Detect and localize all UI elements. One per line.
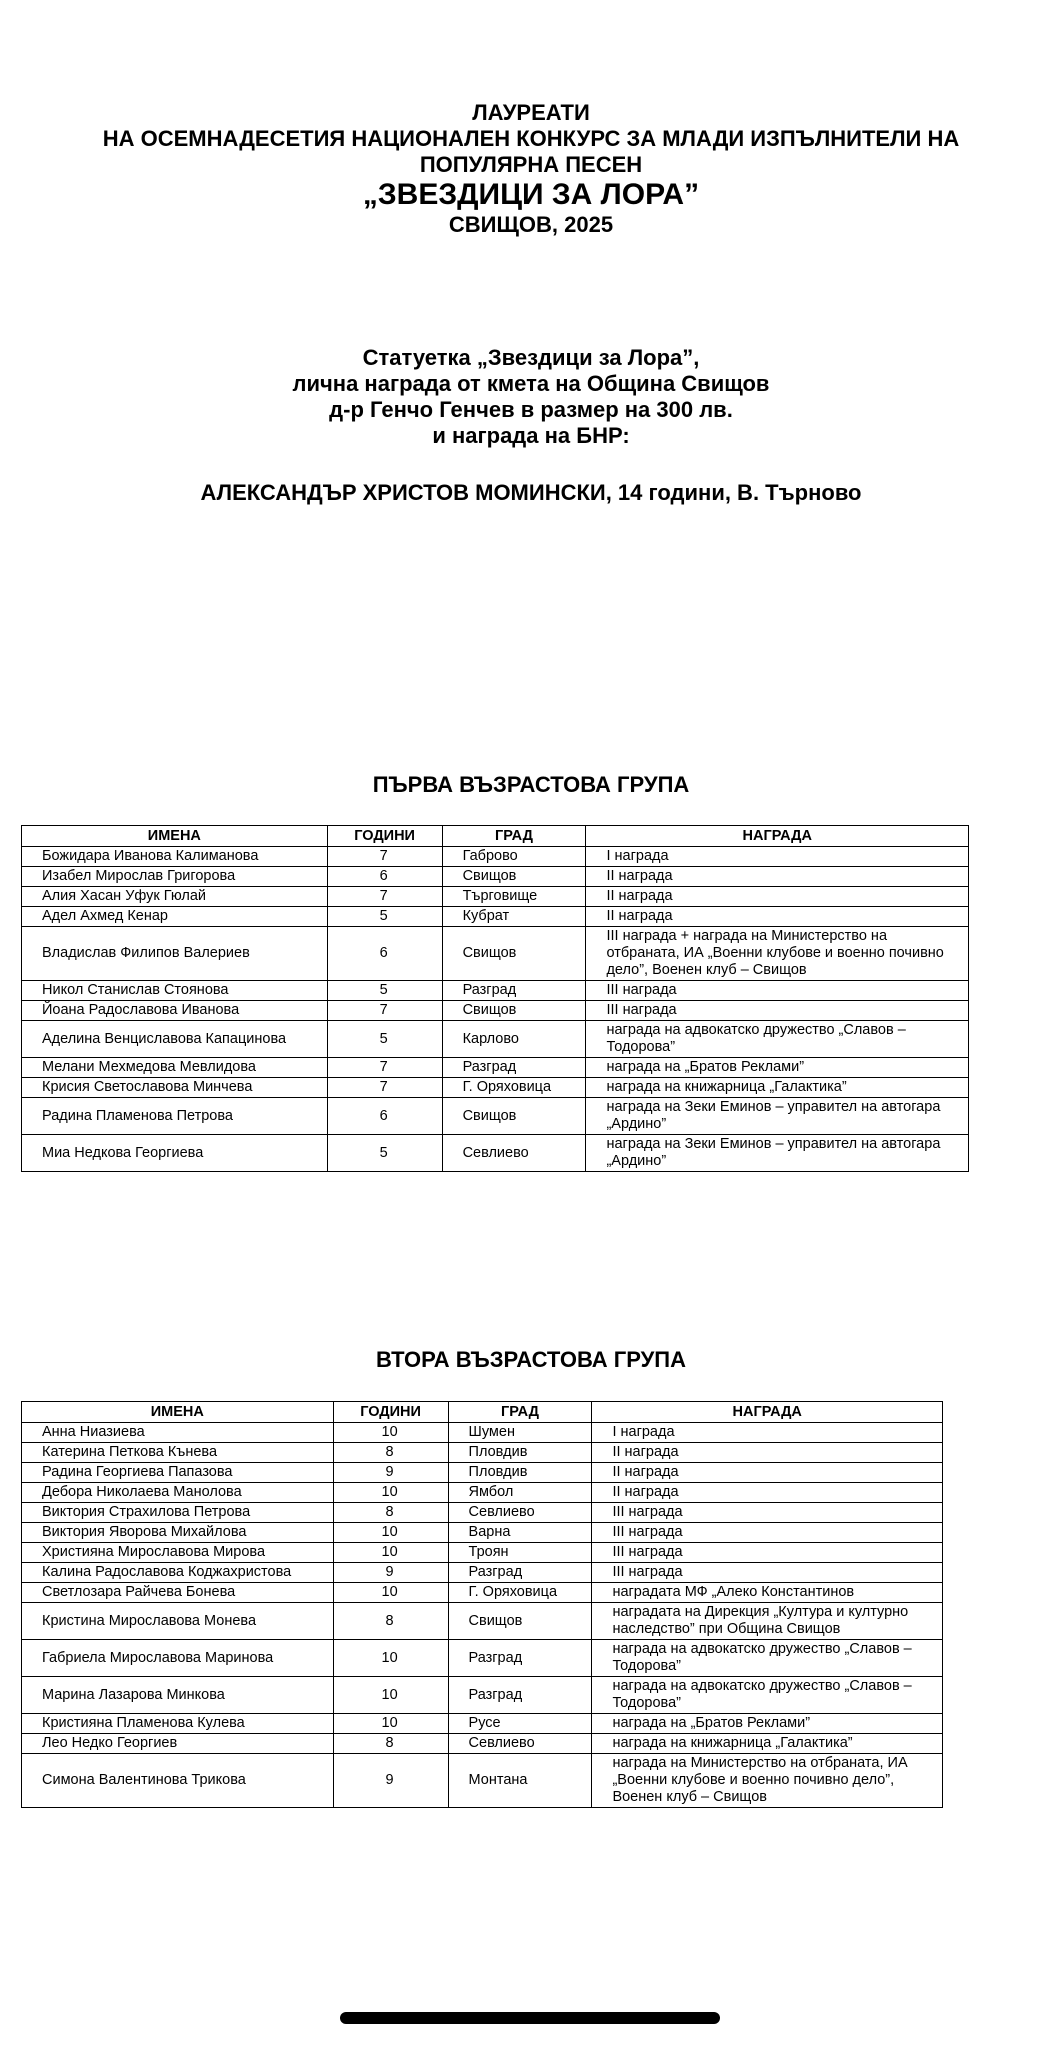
age-cell: 8: [333, 1503, 448, 1523]
award-cell: II награда: [592, 1443, 943, 1463]
name-cell: Кристияна Пламенова Кулева: [22, 1714, 334, 1734]
award-cell: наградата МФ „Алеко Константинов: [592, 1583, 943, 1603]
name-cell: Радина Георгиева Папазова: [22, 1463, 334, 1483]
city-cell: Разград: [442, 1058, 586, 1078]
table-row: [22, 1677, 943, 1714]
name-cell: Аделина Венциславова Капацинова: [22, 1021, 328, 1058]
age-cell: 7: [327, 1001, 442, 1021]
award-cell: III награда + награда на Министерство на отбраната, ИА „Военни клубове и военно почивно дело”, Военен клуб – Свищов: [586, 927, 969, 981]
col-header-award: НАГРАДА: [586, 826, 969, 847]
city-cell: Разград: [448, 1640, 592, 1677]
table-row: [22, 867, 969, 887]
col-header-city: ГРАД: [442, 826, 586, 847]
award-cell: награда на „Братов Реклами”: [586, 1058, 969, 1078]
name-cell: Йоана Радославова Иванова: [22, 1001, 328, 1021]
award-cell: II награда: [586, 867, 969, 887]
city-cell: Пловдив: [448, 1443, 592, 1463]
name-cell: Изабел Мирослав Григорова: [22, 867, 328, 887]
award-cell: награда на адвокатско дружество „Славов – Тодорова”: [592, 1640, 943, 1677]
award-cell: награда на Министерство на отбраната, ИА „Военни клубове и военно почивно дело”, Военен клуб – Свищов: [592, 1754, 943, 1808]
name-cell: Владислав Филипов Валериев: [22, 927, 328, 981]
award-line-1: Статуетка „Звездици за Лора”,: [362, 345, 700, 370]
award-cell: награда на адвокатско дружество „Славов – Тодорова”: [592, 1677, 943, 1714]
table-row: [22, 1523, 943, 1543]
name-cell: Радина Пламенова Петрова: [22, 1098, 328, 1135]
city-cell: Г. Оряховица: [448, 1583, 592, 1603]
group2-table: [21, 1401, 943, 1808]
award-cell: III награда: [592, 1503, 943, 1523]
award-cell: награда на Зеки Еминов – управител на автогара „Ардино”: [586, 1098, 969, 1135]
name-cell: Светлозара Райчева Бонева: [22, 1583, 334, 1603]
col-header-age: ГОДИНИ: [327, 826, 442, 847]
age-cell: 10: [333, 1423, 448, 1443]
award-line-4: и награда на БНР:: [432, 423, 630, 448]
age-cell: 5: [327, 907, 442, 927]
award-cell: награда на Зеки Еминов – управител на автогара „Ардино”: [586, 1135, 969, 1172]
city-cell: Троян: [448, 1543, 592, 1563]
city-cell: Кубрат: [442, 907, 586, 927]
age-cell: 6: [327, 1098, 442, 1135]
col-header-names: ИМЕНА: [22, 826, 328, 847]
age-cell: 9: [333, 1463, 448, 1483]
table-row: [22, 1543, 943, 1563]
table-row: [22, 1714, 943, 1734]
award-cell: награда на адвокатско дружество „Славов – Тодорова”: [586, 1021, 969, 1058]
age-cell: 5: [327, 1135, 442, 1172]
name-cell: Божидара Иванова Калиманова: [22, 847, 328, 867]
table-row: [22, 1583, 943, 1603]
award-cell: наградата на Дирекция „Култура и културно наследство” при Община Свищов: [592, 1603, 943, 1640]
home-indicator[interactable]: [340, 2012, 720, 2024]
age-cell: 10: [333, 1523, 448, 1543]
header-line-laureates: ЛАУРЕАТИ: [472, 100, 590, 125]
name-cell: Никол Станислав Стоянова: [22, 981, 328, 1001]
table-row: [22, 1078, 969, 1098]
age-cell: 10: [333, 1677, 448, 1714]
group1-table: [21, 825, 969, 1172]
award-cell: III награда: [592, 1523, 943, 1543]
table-row: [22, 1135, 969, 1172]
name-cell: Анна Ниазиева: [22, 1423, 334, 1443]
header-line-place-year: СВИЩОВ, 2025: [448, 212, 614, 237]
age-cell: 8: [333, 1443, 448, 1463]
age-cell: 5: [327, 981, 442, 1001]
name-cell: Катерина Петкова Кънева: [22, 1443, 334, 1463]
table-row: [22, 1503, 943, 1523]
name-cell: Мелани Мехмедова Мевлидова: [22, 1058, 328, 1078]
city-cell: Свищов: [448, 1603, 592, 1640]
age-cell: 10: [333, 1714, 448, 1734]
age-cell: 10: [333, 1483, 448, 1503]
name-cell: Адел Ахмед Кенар: [22, 907, 328, 927]
city-cell: Свищов: [442, 867, 586, 887]
city-cell: Търговище: [442, 887, 586, 907]
table-row: [22, 847, 969, 867]
document-header: [0, 100, 1062, 238]
city-cell: Г. Оряховица: [442, 1078, 586, 1098]
award-cell: награда на „Братов Реклами”: [592, 1714, 943, 1734]
group2-title: ВТОРА ВЪЗРАСТОВА ГРУПА: [376, 1347, 686, 1372]
name-cell: Дебора Николаева Манолова: [22, 1483, 334, 1503]
grand-award-winner: АЛЕКСАНДЪР ХРИСТОВ МОМИНСКИ, 14 години, В. Търново: [200, 480, 862, 505]
city-cell: Варна: [448, 1523, 592, 1543]
col-header-award: НАГРАДА: [592, 1402, 943, 1423]
col-header-age: ГОДИНИ: [333, 1402, 448, 1423]
name-cell: Калина Радославова Коджахристова: [22, 1563, 334, 1583]
table-row: [22, 1640, 943, 1677]
table-row: [22, 907, 969, 927]
age-cell: 10: [333, 1640, 448, 1677]
city-cell: Севлиево: [448, 1503, 592, 1523]
award-cell: III награда: [586, 981, 969, 1001]
table-row: [22, 1021, 969, 1058]
award-cell: II награда: [586, 907, 969, 927]
name-cell: Виктория Страхилова Петрова: [22, 1503, 334, 1523]
age-cell: 9: [333, 1754, 448, 1808]
award-cell: I награда: [586, 847, 969, 867]
age-cell: 7: [327, 847, 442, 867]
age-cell: 7: [327, 1058, 442, 1078]
header-line-title: „ЗВЕЗДИЦИ ЗА ЛОРА”: [362, 178, 700, 211]
award-cell: III награда: [592, 1563, 943, 1583]
table-header-row: [22, 826, 969, 847]
group1-title: ПЪРВА ВЪЗРАСТОВА ГРУПА: [372, 772, 690, 797]
table-row: [22, 1754, 943, 1808]
award-cell: III награда: [592, 1543, 943, 1563]
name-cell: Симона Валентинова Трикова: [22, 1754, 334, 1808]
table-row: [22, 1423, 943, 1443]
age-cell: 8: [333, 1603, 448, 1640]
city-cell: Свищов: [442, 1098, 586, 1135]
table-row: [22, 1734, 943, 1754]
table-row: [22, 1098, 969, 1135]
city-cell: Габрово: [442, 847, 586, 867]
award-cell: награда на книжарница „Галактика”: [586, 1078, 969, 1098]
city-cell: Карлово: [442, 1021, 586, 1058]
award-cell: III награда: [586, 1001, 969, 1021]
name-cell: Виктория Яворова Михайлова: [22, 1523, 334, 1543]
city-cell: Монтана: [448, 1754, 592, 1808]
award-cell: II награда: [586, 887, 969, 907]
name-cell: Лео Недко Георгиев: [22, 1734, 334, 1754]
age-cell: 6: [327, 867, 442, 887]
col-header-names: ИМЕНА: [22, 1402, 334, 1423]
city-cell: Разград: [448, 1563, 592, 1583]
table-row: [22, 887, 969, 907]
age-cell: 8: [333, 1734, 448, 1754]
city-cell: Севлиево: [448, 1734, 592, 1754]
table-header-row: [22, 1402, 943, 1423]
table-row: [22, 1483, 943, 1503]
name-cell: Християна Мирославова Мирова: [22, 1543, 334, 1563]
table-row: [22, 1563, 943, 1583]
age-cell: 9: [333, 1563, 448, 1583]
table-row: [22, 1001, 969, 1021]
table-row: [22, 1058, 969, 1078]
age-cell: 7: [327, 887, 442, 907]
award-cell: II награда: [592, 1463, 943, 1483]
city-cell: Пловдив: [448, 1463, 592, 1483]
award-line-3: д-р Генчо Генчев в размер на 300 лв.: [329, 397, 733, 422]
city-cell: Ямбол: [448, 1483, 592, 1503]
table-row: [22, 1443, 943, 1463]
name-cell: Крисия Светославова Минчева: [22, 1078, 328, 1098]
age-cell: 6: [327, 927, 442, 981]
city-cell: Разград: [442, 981, 586, 1001]
city-cell: Свищов: [442, 1001, 586, 1021]
award-cell: награда на книжарница „Галактика”: [592, 1734, 943, 1754]
age-cell: 5: [327, 1021, 442, 1058]
name-cell: Алия Хасан Уфук Гюлай: [22, 887, 328, 907]
table-row: [22, 927, 969, 981]
age-cell: 10: [333, 1543, 448, 1563]
table-row: [22, 981, 969, 1001]
city-cell: Свищов: [442, 927, 586, 981]
name-cell: Кристина Мирославова Монева: [22, 1603, 334, 1640]
award-cell: I награда: [592, 1423, 943, 1443]
grand-award-block: [0, 345, 1062, 449]
award-line-2: лична награда от кмета на Община Свищов: [292, 371, 770, 396]
table-row: [22, 1603, 943, 1640]
name-cell: Габриела Мирославова Маринова: [22, 1640, 334, 1677]
name-cell: Марина Лазарова Минкова: [22, 1677, 334, 1714]
col-header-city: ГРАД: [448, 1402, 592, 1423]
city-cell: Севлиево: [442, 1135, 586, 1172]
name-cell: Миа Недкова Георгиева: [22, 1135, 328, 1172]
award-cell: II награда: [592, 1483, 943, 1503]
table-row: [22, 1463, 943, 1483]
header-line-genre: ПОПУЛЯРНА ПЕСЕН: [419, 152, 643, 177]
city-cell: Русе: [448, 1714, 592, 1734]
city-cell: Разград: [448, 1677, 592, 1714]
header-line-contest: НА ОСЕМНАДЕСЕТИЯ НАЦИОНАЛЕН КОНКУРС ЗА МЛАДИ ИЗПЪЛНИТЕЛИ НА: [102, 126, 960, 151]
city-cell: Шумен: [448, 1423, 592, 1443]
age-cell: 7: [327, 1078, 442, 1098]
age-cell: 10: [333, 1583, 448, 1603]
